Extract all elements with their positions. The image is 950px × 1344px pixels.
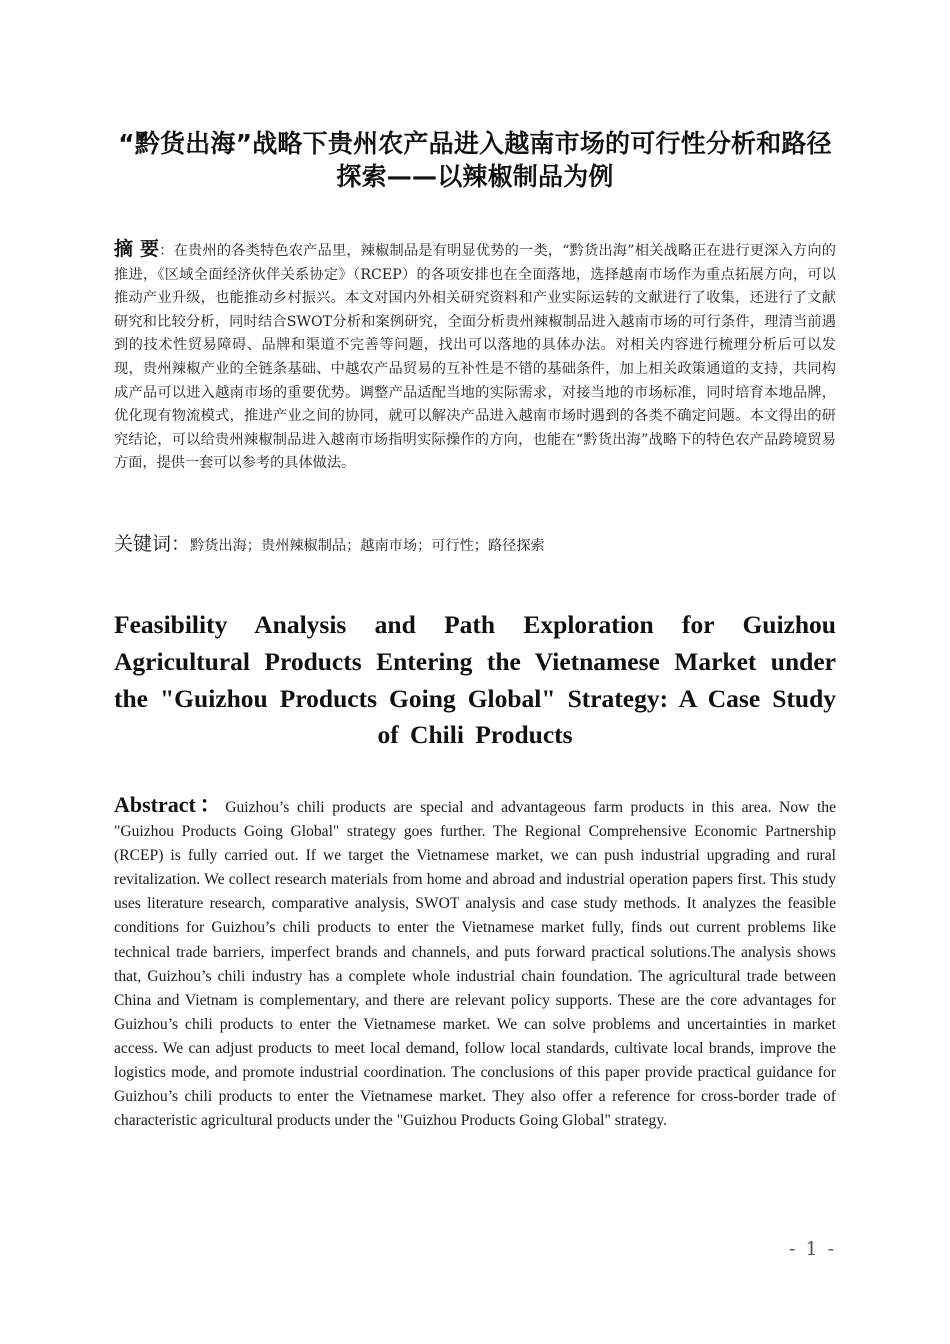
chinese-keywords-text: 黔货出海；贵州辣椒制品；越南市场；可行性；路径探索 — [190, 538, 545, 554]
chinese-keywords-label: 关键词： — [114, 533, 191, 555]
chinese-abstract-label: 摘 要 — [114, 238, 160, 260]
document-page — [114, 0, 836, 1344]
english-abstract-label: Abstract： — [114, 792, 226, 817]
chinese-keywords — [114, 531, 836, 559]
chinese-title: “黔货出海”战略下贵州农产品进入越南市场的可行性分析和路径探索——以辣椒制品为例 — [118, 129, 832, 191]
english-abstract — [114, 793, 836, 1133]
page-number: - 1 - — [788, 1238, 836, 1260]
chinese-abstract — [114, 238, 836, 476]
english-abstract-text: Guizhou’s chili products are special and advantageous farm products in this area. Now the "Guizhou Products Going Global" strategy goes further. The Regional Comprehensive Economic Partnership (RCEP) is fully carried out. If we target the Vietnamese market, we can push industrial upgrading and rural revitalization. We collect research materials from home and abroad and industrial operation papers first. This study uses literature research, comparative analysis, SWOT analysis and case study methods. It analyzes the feasible conditions for Guizhou’s chili products to enter the Vietnamese market fully, finds out current problems like technical trade barriers, imperfect brands and channels, and puts forward practical solutions.The analysis shows that, Guizhou’s chili industry has a complete whole industrial chain foundation. The agricultural trade between China and Vietnam is complementary, and there are relevant policy supports. These are the core advantages for Guizhou’s chili products to enter the Vietnamese market. We can solve problems and uncertainties in market access. We can adjust products to meet local demand, follow local standards, cultivate local brands, improve the logistics mode, and promote industrial coordination. The conclusions of this paper provide practical guidance for Guizhou’s chili products to enter the Vietnamese market. They also offer a reference for cross-border trade of characteristic agricultural products under the "Guizhou Products Going Global" strategy. — [114, 799, 836, 1130]
chinese-abstract-text: 在贵州的各类特色农产品里，辣椒制品是有明显优势的一类，“黔货出海”相关战略正在进行更深入方向的推进，《区域全面经济伙伴关系协定》（RCEP）的各项安排也在全面落地，选择越南市场作为重点拓展方向，可以推动产业升级，也能推动乡村振兴。本文对国内外相关研究资料和产业实际运转的文献进行了收集，还进行了文献研究和比较分析，同时结合SWOT分析和案例研究，全面分析贵州辣椒制品进入越南市场的可行条件，理清当前遇到的技术性贸易障碍、品牌和渠道不完善等问题，找出可以落地的具体办法。对相关内容进行梳理分析后可以发现，贵州辣椒产业的全链条基础、中越农产品贸易的互补性是不错的基础条件，加上相关政策通道的支持，共同构成产品可以进入越南市场的重要优势。调整产品适配当地的实际需求，对接当地的市场标准，同时培育本地品牌，优化现有物流模式，推进产业之间的协同，就可以解决产品进入越南市场时遇到的各类不确定问题。本文得出的研究结论，可以给贵州辣椒制品进入越南市场指明实际操作的方向，也能在“黔货出海”战略下的特色农产品跨境贸易方面，提供一套可以参考的具体做法。 — [114, 243, 836, 472]
english-title: Feasibility Analysis and Path Exploration for Guizhou Agricultural Products Entering the Vietnamese Market under the "Guizhou Products Going Global" Strategy: A Case Study of Chili Products — [114, 610, 836, 750]
chinese-abstract-separator: ： — [159, 243, 174, 259]
